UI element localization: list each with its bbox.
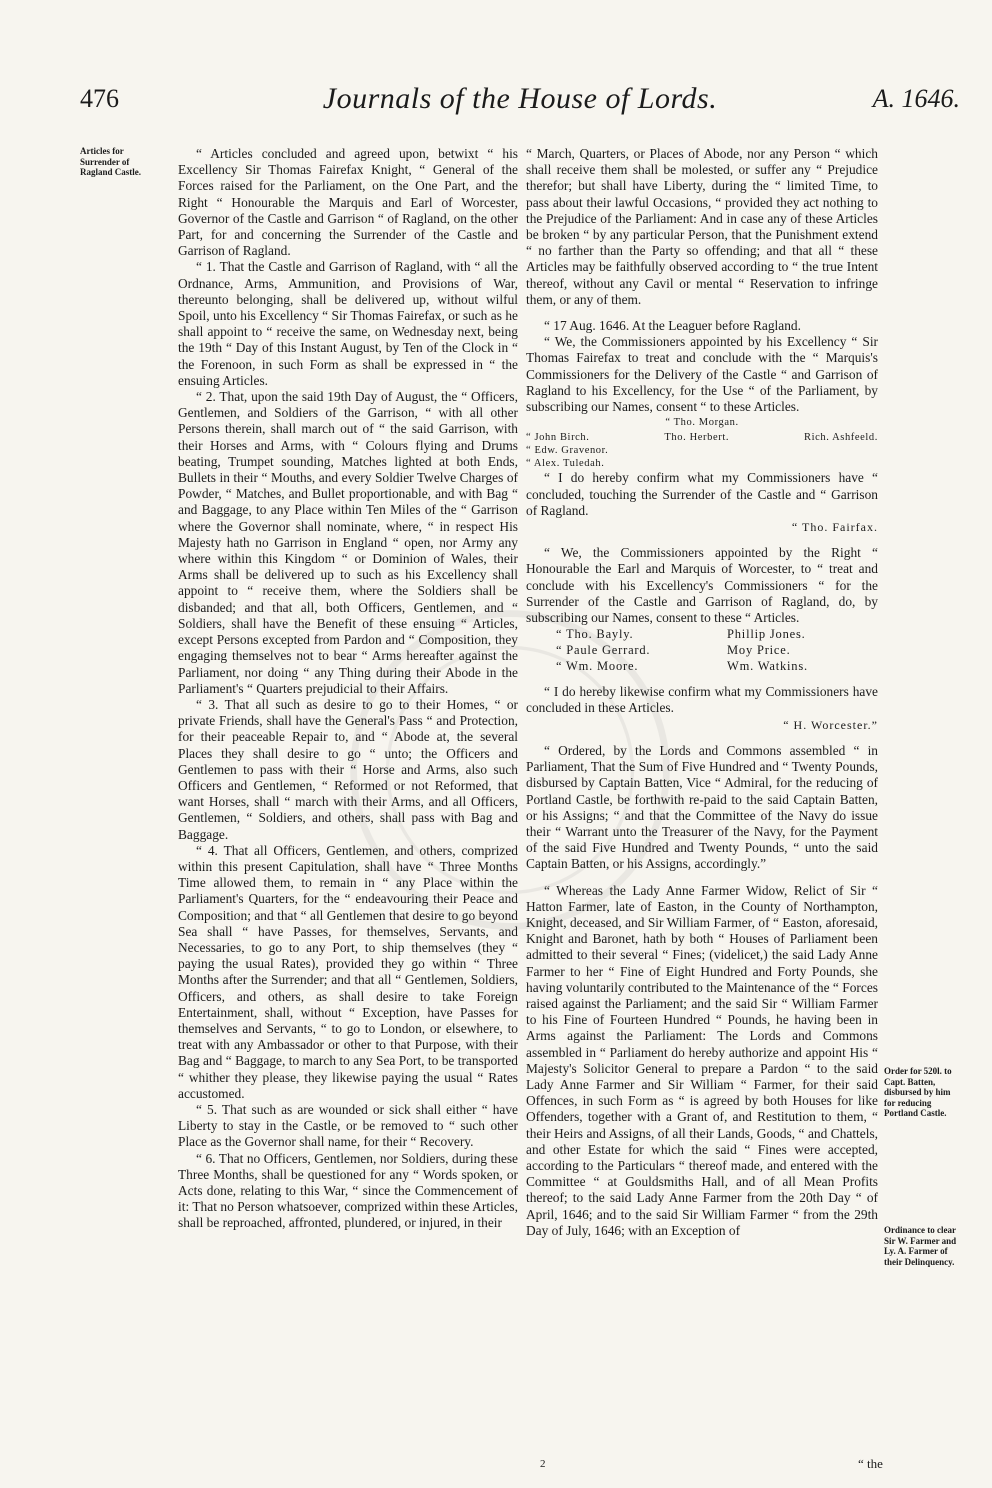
page-year: A. 1646. <box>872 84 960 113</box>
signature-fairfax: “ Tho. Fairfax. <box>791 520 878 535</box>
article-4: “ 4. That all Officers, Gentlemen, and others, comprized within this present Capitulation, shall have “ Three Months Time allowed them, to remain in “ any Place within the Parliament's Quarters, for the “ endeavouring their Peace and Composition; and that “ all Gentlemen that desire to go beyond Sea shall “ have Passes, for themselves, Servants, and Necessaries, to go to any Port, to ship themselves (they “ paying the usual Rates), provided they go within “ Three Months after the Surrender; and that all “ Gentlemen, Soldiers, Officers, and others, as shall desire to take Foreign Entertainment, shall, without “ Exception, have Passes for themselves and Servants, “ to go to London, or elsewhere, to treat with any Ambassador or other to that Purpose, with their Bag and “ Baggage, to march to any Sea Port, to be transported “ whither they please, they likewise paying the usual “ Rates accustomed. <box>178 842 518 1101</box>
date-line: “ 17 Aug. 1646. At the Leaguer before Ragland. <box>544 318 801 334</box>
article-1: “ 1. That the Castle and Garrison of Ragland, with “ all the Ordnance, Arms, Ammunition, and Provisions of War, thereunto belonging, shall be delivered up, without wilful Spoil, unto his Excellency “ Sir Thomas Fairefax, or such as he shall appoint to “ receive the same, on Wednesday next, being the 19th “ Day of this Instant August, by Ten of the Clock in “ the Forenoon, in such Form as shall be expressed in “ the ensuing Articles. <box>178 259 518 388</box>
signature-gerrard: “ Paule Gerrard. <box>556 643 651 658</box>
worcester-commissioners-consent: “ We, the Commissioners appointed by the Right “ Honourable the Earl and Marquis of Worcester, to “ treat and conclude with his Excellency's Commissioners “ for the Surrender of the Castle and Garrison of Ragland, do, by subscribing our Names, consent to these “ Articles. <box>526 545 878 626</box>
catchword: “ the <box>858 1456 883 1471</box>
signature-worcester: “ H. Worcester.” <box>783 717 878 732</box>
ordinance-farmer: “ Whereas the Lady Anne Farmer Widow, Relict of Sir “ Hatton Farmer, late of Easton, in the County of Northampton, Knight, deceased, and Sir William Farmer, of “ Easton, aforesaid, Knight and Baronet, hath by both “ Houses of Parliament been admitted to their several “ Fines; (videlicet,) the said Lady Anne Farmer to her “ Fine of Eight Hundred and Forty Pounds, she having voluntarily contributed to the Maintenance of the “ Forces raised against the Parliament; and the said Sir “ William Farmer to his Fine of Fourteen Hundred “ Pounds, he having been in Arms against the Parliament: The Lords and Commons assembled in “ Parliament do hereby authorize and appoint His “ Majesty's Solicitor General to prepare a Pardon “ to the said Lady Anne Farmer and Sir William “ Farmer, for their said Offences, in such Form as “ is agreed by both Houses for like Offenders, together with a Grant of, and Restitution to them, “ their Heirs and Assigns, of all their Lands, Goods, “ and Chattels, and other Estate for which the said “ Fines were accepted, according to the Particulars “ thereof made, and entered with the Committee “ at Gouldsmiths Hall, and of all Mean Profits thereof; to the said Lady Anne Farmer from the 20th Day “ of April, 1646; and to the said Sir William Farmer “ from the 29th Day of July, 1646; with an Exception of <box>526 882 878 1238</box>
article-6-continued: “ March, Quarters, or Places of Abode, nor any Person “ which shall receive them shall be molested, or suffer any “ Prejudice therefor; but shall have Liberty, during the “ limited Time, to pass about their lawful Occasions, “ provided they act nothing to the Prejudice of the Parliament: And in case any of these Articles be broken “ by any particular Person, that the Punishment extend “ no farther than the Party so offending; and that all “ these Articles may be faithfully observed according to “ the true Intent thereof, without any Cavil or mental “ Reservation to infringe them, or any of them. <box>526 146 878 307</box>
signature-price: Moy Price. <box>727 643 791 658</box>
signature-birch: “ John Birch. <box>526 432 590 444</box>
signature-morgan: “ Tho. Morgan. <box>665 417 739 429</box>
page-title: Journals of the House of Lords. <box>322 82 718 115</box>
page-number: 476 <box>80 84 119 113</box>
article-3: “ 3. That all such as desire to go to their Homes, “ or private Friends, shall have the General's Pass “ and Protection, for their peaceable Repair to, and “ Abode at, the several Places they shall desire to go “ unto; the Officers and Gentlemen to pass with their “ Horse and Arms, also such Officers and Gentlemen, “ Reformed or not Reformed, that want Horses, shall “ march with their Arms, and all Officers, Gentlemen, “ Soldiers, and others, shall pass with Bag and Baggage. <box>178 696 518 842</box>
worcester-confirmation: “ I do hereby likewise confirm what my Commissioners have concluded in these Articles. <box>526 684 878 716</box>
signature-jones: Phillip Jones. <box>727 627 806 642</box>
signature-row-tuledah <box>526 457 878 470</box>
margin-note-ordinance: Ordinance to clear Sir W. Farmer and Ly. A. Farmer of their Delinquency. <box>884 1225 957 1267</box>
signature-ashfeeld: Rich. Ashfeeld. <box>803 432 878 444</box>
article-2: “ 2. That, upon the said 19th Day of August, the “ Officers, Gentlemen, and Soldiers of the Garrison, “ with all other Persons therein, shall march out of “ the said Garrison, with their Horses and Arms, with “ Colours flying and Drums beating, Trumpet sounding, Matches lighted at both Ends, Bullets in their “ Mouths, and every Soldier Twelve Charges of Powder, “ Matches, and Bullet proportionable, and with Bag “ and Baggage, to any Place within Ten Miles of the “ Garrison where the Governor shall nominate, where, “ in respect His Majesty hath no Garrison in England “ open, nor Army any where within this Kingdom “ or Dominion of Wales, their Arms shall be delivered up to such as his Excellency shall appoint to “ receive them, where the Soldiers shall be disbanded; and that all, both Officers, Gentlemen, and “ Soldiers, shall have the Benefit of these ensuing “ Articles, except Persons excepted from Pardon and “ Composition, they engaging themselves not to bear “ Arms hereafter against the Parliament, nor doing “ any Thing during their Abode in the Parliament's “ Quarters prejudicial to their Affairs. <box>178 389 518 696</box>
signature-herbert: Tho. Herbert. <box>664 432 730 444</box>
article-6: “ 6. That no Officers, Gentlemen, nor Soldiers, during these Three Months, shall be questioned for any “ Words spoken, or Acts done, relating to this War, “ since the Commencement of it: That no Person whatsoever, comprized within these Articles, shall be reproached, affronted, plundered, or injured, in their <box>178 1150 518 1231</box>
signature-mark: 2 <box>540 1458 546 1470</box>
article-5: “ 5. That such as are wounded or sick shall either “ have Liberty to stay in the Castle, or be removed to “ such other Place as the Governor shall name, for their “ Recovery. <box>178 1101 518 1150</box>
signature-tuledah: “ Alex. Tuledah. <box>526 458 605 470</box>
signature-gravenor: “ Edw. Gravenor. <box>526 445 609 457</box>
signature-row-gravenor <box>526 444 878 457</box>
watermark-seal-icon <box>340 600 680 940</box>
margin-note-articles: Articles for Surrender of Ragland Castle. <box>80 146 142 177</box>
signature-bayly: “ Tho. Bayly. <box>556 627 634 642</box>
signature-watkins: Wm. Watkins. <box>727 659 808 674</box>
articles-preamble: “ Articles concluded and agreed upon, betwixt “ his Excellency Sir Thomas Fairefax Knight, “ General of the Forces raised for the Parliament, on the One Part, and the Right “ Honourable the Marquis and Earl of Worcester, Governor of the Castle and Garrison “ of Ragland, on the other Part, for and concerning the Surrender of the Castle and Garrison of Ragland. <box>178 146 518 259</box>
signature-row-birch <box>526 431 878 444</box>
order-batten: “ Ordered, by the Lords and Commons assembled “ in Parliament, That the Sum of Five Hundred and “ Twenty Pounds, disbursed by Captain Batten, Vice “ Admiral, for the reducing of Portland Castle, be forthwith re-paid to the said Captain Batten, or his Assigns; “ and that the Committee of the Navy do issue their “ Warrant unto the Treasurer of the Navy, for the Payment of the said Five Hundred and Twenty Pounds, “ unto the said Captain Batten, or his Assigns, accordingly.” <box>526 742 878 872</box>
parliament-commissioners-consent: “ We, the Commissioners appointed by his Excellency “ Sir Thomas Fairefax to treat and conclude with the “ Marquis's Commissioners for the Delivery of the Castle “ and Garrison of Ragland to his Excellency, for the Use “ of the Parliament, by subscribing our Names, consent “ to these Articles. <box>526 334 878 415</box>
margin-note-order: Order for 520l. to Capt. Batten, disbursed by him for reducing Portland Castle. <box>884 1066 952 1118</box>
signature-moore: “ Wm. Moore. <box>556 659 639 674</box>
page-header <box>80 80 960 130</box>
fairfax-confirmation: “ I do hereby confirm what my Commissioners have “ concluded, touching the Surrender of the Castle and “ Garrison of Ragland. <box>526 470 878 518</box>
